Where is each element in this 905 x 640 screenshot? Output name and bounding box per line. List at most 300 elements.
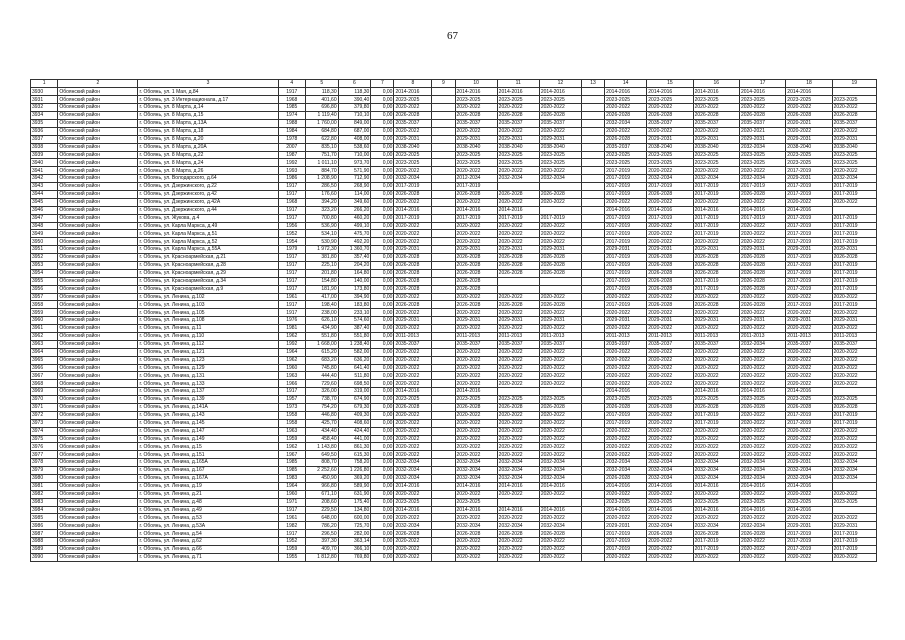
cell-p1: 2020-2022 [394, 546, 432, 554]
cell-p9: 2017-2019 [693, 190, 739, 198]
cell-p6 [581, 490, 604, 498]
cell-address: г. Обоянь, ул. 8 Марта, д.26 [138, 167, 278, 175]
cell-area-total: 450,90 [305, 475, 338, 483]
cell-p10: 2032-2034 [739, 475, 785, 483]
table-row [31, 127, 877, 135]
cell-year: 1917 [278, 285, 305, 293]
cell-share: 0,00 [371, 112, 394, 120]
cell-share: 0,00 [371, 246, 394, 254]
cell-year: 1917 [278, 506, 305, 514]
cell-p12: 2035-2037 [832, 119, 876, 127]
cell-p8: 2023-2025 [647, 159, 693, 167]
cell-share: 0,00 [371, 88, 394, 96]
cell-p7: 2020-2022 [605, 427, 647, 435]
cell-p8: 2020-2022 [647, 427, 693, 435]
cell-p11: 2029-2031 [786, 246, 832, 254]
cell-id: 3963 [31, 340, 58, 348]
cell-p4: 2029-2031 [497, 135, 539, 143]
cell-p10: 2020-2022 [739, 238, 785, 246]
cell-p5: 2014-2016 [539, 88, 581, 96]
cell-p1: 2020-2022 [394, 167, 432, 175]
cell-p11: 2017-2019 [786, 261, 832, 269]
cell-p8: 2026-2028 [647, 254, 693, 262]
table-row [31, 222, 877, 230]
table-row [31, 459, 877, 467]
cell-address: г. Обоянь, ул. 3 Интернационала, д.17 [138, 96, 278, 104]
cell-p1: 2026-2028 [394, 404, 432, 412]
cell-p1: 2020-2022 [394, 348, 432, 356]
cell-p10: 2020-2022 [739, 198, 785, 206]
cell-share: 0,00 [371, 190, 394, 198]
cell-year: 1917 [278, 254, 305, 262]
cell-p2 [432, 419, 455, 427]
cell-p1: 2017-2019 [394, 214, 432, 222]
cell-district: Обоянский район [58, 419, 138, 427]
cell-p4: 2026-2028 [497, 254, 539, 262]
cell-area-total: 530,90 [305, 238, 338, 246]
cell-area-living: 387,40 [338, 325, 371, 333]
cell-p2 [432, 490, 455, 498]
cell-p4: 2035-2037 [497, 340, 539, 348]
column-number-4: 4 [278, 80, 305, 88]
cell-address: г. Обоянь, ул. Дзержинского, д.22 [138, 183, 278, 191]
cell-p1: 2029-2031 [394, 246, 432, 254]
cell-p3: 2014-2016 [455, 506, 497, 514]
cell-area-living: 710,00 [338, 151, 371, 159]
cell-area-living: 409,30 [338, 411, 371, 419]
cell-p8: 2014-2016 [647, 506, 693, 514]
cell-p12: 2017-2019 [832, 230, 876, 238]
cell-p4: 2026-2028 [497, 261, 539, 269]
cell-area-living: 679,30 [338, 404, 371, 412]
cell-p1: 2020-2022 [394, 198, 432, 206]
cell-p1: 2020-2022 [394, 538, 432, 546]
cell-p5: 2026-2028 [539, 261, 581, 269]
cell-p7: 2023-2025 [605, 396, 647, 404]
cell-year: 1966 [278, 380, 305, 388]
table-row [31, 553, 877, 561]
cell-p4: 2020-2022 [497, 238, 539, 246]
cell-id: 3942 [31, 175, 58, 183]
cell-p1: 2032-2034 [394, 467, 432, 475]
cell-p2 [432, 301, 455, 309]
cell-share: 0,00 [371, 340, 394, 348]
cell-p4: 2014-2016 [497, 88, 539, 96]
cell-p3: 2020-2022 [455, 127, 497, 135]
cell-share: 0,00 [371, 388, 394, 396]
cell-area-living: 492,20 [338, 238, 371, 246]
cell-p6 [581, 522, 604, 530]
cell-p8: 2035-2037 [647, 340, 693, 348]
cell-p10: 2032-2034 [739, 459, 785, 467]
cell-p4: 2020-2022 [497, 538, 539, 546]
cell-p8: 2032-2034 [647, 175, 693, 183]
cell-share: 0,00 [371, 269, 394, 277]
cell-district: Обоянский район [58, 96, 138, 104]
cell-area-total: 649,50 [305, 451, 338, 459]
cell-p10: 2020-2022 [739, 443, 785, 451]
table-row [31, 317, 877, 325]
cell-p11: 2017-2019 [786, 183, 832, 191]
cell-share: 0,00 [371, 538, 394, 546]
cell-p12: 2020-2022 [832, 490, 876, 498]
cell-year: 1963 [278, 427, 305, 435]
cell-p4: 2032-2034 [497, 459, 539, 467]
table-row [31, 482, 877, 490]
cell-p1: 2020-2022 [394, 427, 432, 435]
column-number-9: 9 [432, 80, 455, 88]
cell-p7: 2032-2034 [605, 119, 647, 127]
cell-p11: 2020-2022 [786, 380, 832, 388]
cell-p2 [432, 183, 455, 191]
cell-area-total: 381,80 [305, 254, 338, 262]
cell-area-total: 323,20 [305, 206, 338, 214]
cell-p6 [581, 104, 604, 112]
cell-p2 [432, 340, 455, 348]
cell-p6 [581, 285, 604, 293]
cell-address: г. Обоянь, ул. Карла Маркса, д.49 [138, 222, 278, 230]
cell-district: Обоянский район [58, 348, 138, 356]
cell-id: 3973 [31, 419, 58, 427]
table-row [31, 96, 877, 104]
cell-address: г. Обоянь, ул. Ленина, д.112 [138, 340, 278, 348]
cell-year: 1976 [278, 317, 305, 325]
cell-p12: 2020-2022 [832, 104, 876, 112]
cell-p4: 2020-2022 [497, 293, 539, 301]
cell-p11: 2020-2022 [786, 364, 832, 372]
cell-area-living: 134,80 [338, 506, 371, 514]
cell-district: Обоянский район [58, 451, 138, 459]
column-number-6: 6 [338, 80, 371, 88]
table-body [31, 88, 877, 561]
cell-id: 3969 [31, 388, 58, 396]
cell-p7: 2017-2019 [605, 238, 647, 246]
cell-p12: 2020-2022 [832, 364, 876, 372]
cell-p2 [432, 135, 455, 143]
cell-p12: 2020-2022 [832, 348, 876, 356]
cell-share: 0,00 [371, 277, 394, 285]
cell-p8: 2026-2028 [647, 404, 693, 412]
table-row [31, 159, 877, 167]
cell-p2 [432, 498, 455, 506]
column-number-12: 12 [539, 80, 581, 88]
cell-p12 [832, 388, 876, 396]
cell-p12: 2023-2025 [832, 151, 876, 159]
cell-p9: 2017-2019 [693, 222, 739, 230]
cell-address: г. Обоянь, ул. Ленина, д.54 [138, 530, 278, 538]
cell-p12: 2017-2019 [832, 538, 876, 546]
cell-area-living: 441,00 [338, 435, 371, 443]
cell-p3: 2014-2016 [455, 206, 497, 214]
cell-id: 3938 [31, 143, 58, 151]
cell-id: 3970 [31, 396, 58, 404]
cell-p7: 2032-2034 [605, 467, 647, 475]
cell-p12: 2032-2034 [832, 475, 876, 483]
cell-address: г. Обоянь, ул. 8 Марта, д.22 [138, 151, 278, 159]
cell-p5: 2029-2031 [539, 246, 581, 254]
cell-district: Обоянский район [58, 514, 138, 522]
cell-id: 3980 [31, 475, 58, 483]
cell-p4 [497, 183, 539, 191]
cell-address: г. Обоянь, ул. Ленина, д.105 [138, 309, 278, 317]
cell-p11: 2020-2022 [786, 104, 832, 112]
cell-p3: 2017-2019 [455, 214, 497, 222]
cell-p9: 2023-2025 [693, 396, 739, 404]
cell-p1: 2020-2022 [394, 372, 432, 380]
cell-p6 [581, 396, 604, 404]
cell-p4: 2020-2022 [497, 443, 539, 451]
cell-id: 3946 [31, 206, 58, 214]
cell-p1: 2026-2028 [394, 277, 432, 285]
cell-area-living: 1 238,40 [338, 340, 371, 348]
cell-p10: 2014-2016 [739, 88, 785, 96]
cell-p11: 2014-2016 [786, 88, 832, 96]
cell-area-living: 424,40 [338, 427, 371, 435]
cell-p7: 2014-2016 [605, 482, 647, 490]
cell-p10: 2032-2034 [739, 340, 785, 348]
cell-id: 3986 [31, 522, 58, 530]
cell-p12: 2020-2022 [832, 451, 876, 459]
cell-year: 1917 [278, 530, 305, 538]
cell-p3: 2023-2025 [455, 96, 497, 104]
cell-p9: 2014-2016 [693, 506, 739, 514]
cell-address: г. Обоянь, ул. Ленина, д.133 [138, 380, 278, 388]
cell-p5: 2020-2022 [539, 325, 581, 333]
cell-area-total: 198,40 [305, 301, 338, 309]
cell-share: 0,00 [371, 143, 394, 151]
cell-year: 1964 [278, 482, 305, 490]
cell-address: г. Обоянь, ул. Ленина, д.167 [138, 467, 278, 475]
cell-area-living: 511,80 [338, 372, 371, 380]
cell-p5: 2026-2028 [539, 404, 581, 412]
cell-p10: 2026-2028 [739, 530, 785, 538]
table-row [31, 198, 877, 206]
table-row [31, 411, 877, 419]
cell-share: 0,00 [371, 127, 394, 135]
cell-p12: 2020-2022 [832, 427, 876, 435]
cell-p9: 2017-2019 [693, 277, 739, 285]
cell-p12: 2029-2031 [832, 135, 876, 143]
cell-p1: 2026-2028 [394, 285, 432, 293]
cell-p1: 2032-2034 [394, 459, 432, 467]
cell-area-total: 1 208,90 [305, 175, 338, 183]
cell-district: Обоянский район [58, 159, 138, 167]
cell-id: 3958 [31, 301, 58, 309]
cell-p3: 2026-2028 [455, 277, 497, 285]
cell-p7: 2020-2022 [605, 364, 647, 372]
cell-p4: 2032-2034 [497, 522, 539, 530]
cell-p6 [581, 167, 604, 175]
cell-p1: 2029-2031 [394, 317, 432, 325]
cell-p7: 2017-2019 [605, 254, 647, 262]
cell-district: Обоянский район [58, 396, 138, 404]
cell-p2 [432, 475, 455, 483]
cell-p2 [432, 261, 455, 269]
cell-p4: 2020-2022 [497, 372, 539, 380]
cell-p7: 2026-2028 [605, 135, 647, 143]
cell-p11: 2020-2022 [786, 309, 832, 317]
cell-p3: 2014-2016 [455, 482, 497, 490]
cell-p9: 2032-2034 [693, 175, 739, 183]
cell-p4: 2038-2040 [497, 143, 539, 151]
cell-p2 [432, 277, 455, 285]
cell-address: г. Обоянь, ул. Ленина, д.103 [138, 301, 278, 309]
cell-area-total: 835,10 [305, 143, 338, 151]
cell-p5 [539, 388, 581, 396]
cell-id: 3978 [31, 459, 58, 467]
cell-p6 [581, 372, 604, 380]
cell-p6 [581, 530, 604, 538]
cell-id: 3964 [31, 348, 58, 356]
cell-p3: 2020-2022 [455, 293, 497, 301]
cell-address: г. Обоянь, ул. Ленина, д.102 [138, 293, 278, 301]
cell-district: Обоянский район [58, 404, 138, 412]
cell-p6 [581, 112, 604, 120]
cell-p4: 2014-2016 [497, 206, 539, 214]
cell-p1: 2020-2022 [394, 127, 432, 135]
cell-p4: 2020-2022 [497, 309, 539, 317]
cell-district: Обоянский район [58, 411, 138, 419]
cell-p5: 2020-2022 [539, 238, 581, 246]
cell-area-living: 349,60 [338, 198, 371, 206]
cell-district: Обоянский район [58, 443, 138, 451]
cell-share: 0,00 [371, 380, 394, 388]
cell-district: Обоянский район [58, 261, 138, 269]
cell-year: 1962 [278, 356, 305, 364]
cell-p11: 2017-2019 [786, 538, 832, 546]
cell-p2 [432, 317, 455, 325]
cell-p8: 2020-2022 [647, 325, 693, 333]
cell-p8: 2038-2040 [647, 143, 693, 151]
cell-p3: 2026-2028 [455, 404, 497, 412]
cell-p5: 2023-2025 [539, 396, 581, 404]
cell-address: г. Обоянь, ул. Ленина, д.139 [138, 396, 278, 404]
cell-p9: 2020-2022 [693, 490, 739, 498]
cell-address: г. Обоянь, ул. Жукова, д.4 [138, 214, 278, 222]
cell-share: 0,00 [371, 553, 394, 561]
cell-p1: 2014-2016 [394, 88, 432, 96]
cell-area-total: 208,60 [305, 498, 338, 506]
cell-p9: 2014-2016 [693, 88, 739, 96]
cell-address: г. Обоянь, ул. Ленина, д.123 [138, 356, 278, 364]
cell-p10: 2020-2022 [739, 419, 785, 427]
cell-area-total: 745,80 [305, 364, 338, 372]
cell-p3: 2014-2016 [455, 388, 497, 396]
cell-share: 0,00 [371, 167, 394, 175]
cell-p2 [432, 404, 455, 412]
cell-p2 [432, 530, 455, 538]
cell-p9: 2026-2028 [693, 112, 739, 120]
cell-p12: 2026-2028 [832, 254, 876, 262]
cell-p7: 2014-2016 [605, 506, 647, 514]
cell-p10: 2020-2022 [739, 222, 785, 230]
cell-p8: 2032-2034 [647, 475, 693, 483]
cell-p8: 2011-2013 [647, 333, 693, 341]
cell-area-total: 626,10 [305, 317, 338, 325]
cell-p10: 2020-2022 [739, 348, 785, 356]
cell-p7: 2017-2019 [605, 285, 647, 293]
cell-area-total: 551,80 [305, 333, 338, 341]
cell-p7: 2017-2019 [605, 530, 647, 538]
cell-p6 [581, 198, 604, 206]
cell-year: 1917 [278, 206, 305, 214]
cell-id: 3961 [31, 325, 58, 333]
cell-p8: 2020-2022 [647, 490, 693, 498]
cell-share: 0,00 [371, 396, 394, 404]
cell-p1: 2020-2022 [394, 222, 432, 230]
cell-year: 1917 [278, 309, 305, 317]
table-row [31, 135, 877, 143]
cell-p9: 2020-2022 [693, 167, 739, 175]
cell-year: 1967 [278, 451, 305, 459]
cell-p11: 2020-2022 [786, 198, 832, 206]
cell-share: 0,00 [371, 159, 394, 167]
cell-p9: 2020-2022 [693, 127, 739, 135]
cell-p3: 2032-2034 [455, 475, 497, 483]
cell-area-living: 394,90 [338, 293, 371, 301]
cell-p6 [581, 309, 604, 317]
cell-area-total: 181,90 [305, 285, 338, 293]
cell-district: Обоянский район [58, 135, 138, 143]
cell-year: 1956 [278, 222, 305, 230]
cell-p11: 2017-2019 [786, 230, 832, 238]
cell-area-total: 458,40 [305, 435, 338, 443]
table-row [31, 104, 877, 112]
cell-address: г. Обоянь, ул. Карла Маркса, д.52 [138, 238, 278, 246]
cell-p9: 2029-2031 [693, 135, 739, 143]
cell-p3: 2020-2022 [455, 435, 497, 443]
cell-id: 3960 [31, 317, 58, 325]
cell-p6 [581, 546, 604, 554]
cell-p10: 2020-2022 [739, 553, 785, 561]
cell-p8: 2026-2028 [647, 261, 693, 269]
cell-p2 [432, 96, 455, 104]
cell-p12: 2023-2025 [832, 159, 876, 167]
cell-year: 1917 [278, 190, 305, 198]
cell-p8: 2023-2025 [647, 151, 693, 159]
cell-p4: 2026-2028 [497, 269, 539, 277]
cell-p12: 2020-2022 [832, 198, 876, 206]
table-row [31, 522, 877, 530]
cell-p3: 2020-2022 [455, 104, 497, 112]
table-row [31, 285, 877, 293]
cell-p12: 2020-2022 [832, 127, 876, 135]
cell-p11: 2017-2019 [786, 301, 832, 309]
cell-district: Обоянский район [58, 490, 138, 498]
cell-area-total: 751,70 [305, 151, 338, 159]
cell-p10: 2026-2028 [739, 301, 785, 309]
cell-id: 3954 [31, 269, 58, 277]
cell-area-living: 615,30 [338, 451, 371, 459]
cell-share: 0,00 [371, 482, 394, 490]
cell-p6 [581, 261, 604, 269]
cell-p2 [432, 88, 455, 96]
cell-id: 3984 [31, 506, 58, 514]
cell-p9: 2026-2028 [693, 530, 739, 538]
cell-p4: 2026-2028 [497, 530, 539, 538]
cell-p6 [581, 404, 604, 412]
cell-p4 [497, 388, 539, 396]
cell-district: Обоянский район [58, 482, 138, 490]
cell-p8: 2020-2022 [647, 127, 693, 135]
cell-p8: 2020-2022 [647, 348, 693, 356]
cell-share: 0,00 [371, 506, 394, 514]
cell-year: 1959 [278, 435, 305, 443]
cell-p4: 2011-2013 [497, 333, 539, 341]
cell-address: г. Обоянь, ул. Ленина, д.62 [138, 538, 278, 546]
cell-p11: 2026-2028 [786, 112, 832, 120]
cell-p5: 2026-2028 [539, 301, 581, 309]
